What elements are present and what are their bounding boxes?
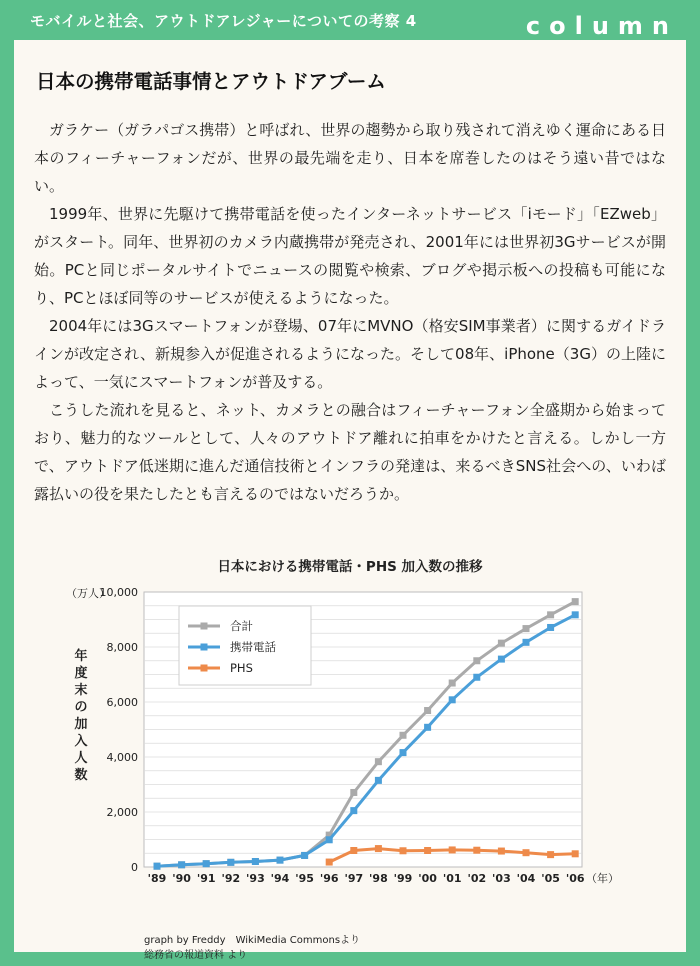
- y-tick-label: 4,000: [106, 751, 138, 764]
- x-tick-label: '91: [196, 872, 216, 885]
- data-point: [424, 724, 431, 731]
- x-tick-label: '96: [319, 872, 339, 885]
- y-axis-title-char: 入: [74, 734, 88, 749]
- data-point: [400, 732, 407, 739]
- data-point: [572, 598, 579, 605]
- legend-label: 携帯電話: [230, 640, 276, 654]
- y-axis-title-char: 年: [74, 649, 88, 664]
- data-point: [350, 789, 357, 796]
- data-point: [203, 860, 210, 867]
- y-axis-title-char: 加: [74, 717, 88, 732]
- y-tick-labels: [100, 586, 139, 874]
- legend-label: PHS: [230, 661, 253, 675]
- header-bar: [0, 0, 700, 40]
- x-tick-label: '99: [393, 872, 413, 885]
- data-point: [350, 807, 357, 814]
- data-point: [449, 696, 456, 703]
- caption-source: 総務省の報道資料 より: [144, 950, 248, 961]
- y-tick-label: 10,000: [99, 586, 138, 599]
- article-body: [34, 116, 666, 508]
- data-point: [547, 624, 554, 631]
- x-tick-label: '04: [516, 872, 536, 885]
- legend-swatch-marker: [201, 644, 208, 651]
- data-point: [277, 857, 284, 864]
- data-point: [498, 848, 505, 855]
- data-point: [473, 657, 480, 664]
- y-axis-title-char: 度: [74, 666, 88, 681]
- x-tick-label: '03: [492, 872, 511, 885]
- data-point: [375, 758, 382, 765]
- caption-credit: graph by Freddy WikiMedia Commonsより: [144, 935, 361, 946]
- line-chart: [14, 550, 686, 950]
- data-point: [375, 777, 382, 784]
- data-point: [326, 859, 333, 866]
- x-unit-label: （年）: [586, 872, 619, 885]
- data-point: [498, 640, 505, 647]
- data-point: [473, 847, 480, 854]
- article-title: 日本の携帯電話事情とアウトドアブーム: [36, 70, 386, 93]
- y-tick-label: 2,000: [106, 806, 138, 819]
- x-tick-label: '90: [172, 872, 191, 885]
- paragraph: 2004年には3Gスマートフォンが登場、07年にMVNO（格安SIM事業者）に関するガイドラインが改定され、新規参入が促進されるようになった。そして08年、iPhone（3G）の上陸によって、一気にスマートフォンが普及する。: [34, 317, 666, 391]
- data-point: [498, 656, 505, 663]
- x-tick-label: '95: [295, 872, 314, 885]
- y-axis-title: [74, 648, 87, 783]
- data-point: [547, 611, 554, 618]
- x-tick-label: '94: [270, 872, 290, 885]
- y-axis-title-char: 人: [74, 751, 88, 766]
- y-tick-label: 0: [131, 861, 138, 874]
- data-point: [154, 863, 161, 870]
- y-tick-label: 6,000: [106, 696, 138, 709]
- y-axis-title-char: 数: [74, 768, 88, 783]
- data-point: [572, 611, 579, 618]
- data-point: [375, 845, 382, 852]
- data-point: [523, 849, 530, 856]
- data-point: [473, 674, 480, 681]
- article-panel: [14, 40, 686, 961]
- data-point: [424, 847, 431, 854]
- x-tick-label: '06: [565, 872, 585, 885]
- data-point: [523, 639, 530, 646]
- data-point: [424, 707, 431, 714]
- data-point: [449, 846, 456, 853]
- x-tick-label: '98: [369, 872, 388, 885]
- x-tick-label: '97: [344, 872, 364, 885]
- data-point: [449, 680, 456, 687]
- data-point: [523, 625, 530, 632]
- y-unit-label: （万人）: [66, 587, 110, 600]
- legend-label: 合計: [230, 619, 253, 633]
- x-tick-label: '92: [221, 872, 241, 885]
- data-point: [547, 851, 554, 858]
- legend-swatch-marker: [201, 665, 208, 672]
- chart-container: [14, 550, 686, 950]
- data-point: [350, 847, 357, 854]
- x-tick-label: '02: [467, 872, 487, 885]
- data-point: [301, 852, 308, 859]
- data-point: [326, 836, 333, 843]
- data-point: [572, 850, 579, 857]
- data-point: [178, 861, 185, 868]
- column-label: column: [525, 12, 678, 40]
- y-axis-title-char: 末: [74, 683, 88, 698]
- data-point: [227, 859, 234, 866]
- data-point: [400, 749, 407, 756]
- x-tick-label: '01: [442, 872, 462, 885]
- chart-caption: [144, 933, 360, 963]
- y-tick-label: 8,000: [106, 641, 138, 654]
- x-tick-labels: [148, 872, 585, 885]
- y-axis-title-char: の: [74, 700, 88, 715]
- series-title: モバイルと社会、アウトドアレジャーについての考察 4: [30, 12, 417, 30]
- data-point: [252, 858, 259, 865]
- x-tick-label: '00: [418, 872, 437, 885]
- paragraph: ガラケー（ガラパゴス携帯）と呼ばれ、世界の趨勢から取り残されて消えゆく運命にある日本のフィーチャーフォンだが、世界の最先端を走り、日本を席巻したのはそう遠い昔ではない。: [34, 121, 666, 195]
- x-tick-label: '93: [246, 872, 265, 885]
- x-tick-label: '05: [541, 872, 560, 885]
- x-tick-label: '89: [147, 872, 167, 885]
- paragraph: こうした流れを見ると、ネット、カメラとの融合はフィーチャーフォン全盛期から始まっており、魅力的なツールとして、人々のアウトドア離れに拍車をかけたと言える。しかし一方で、アウトドア低迷期に進んだ通信技術とインフラの発達は、来るべきSNS社会への、いわば露払いの役を果たしたとも言えるのではないだろうか。: [34, 401, 666, 503]
- legend: [179, 606, 311, 685]
- paragraph: 1999年、世界に先駆けて携帯電話を使ったインターネットサービス「iモード」「EZweb」がスタート。同年、世界初のカメラ内蔵携帯が発売され、2001年には世界初3Gサービスが開始。PCと同じポータルサイトでニュースの閲覧や検索、ブログや掲示板への投稿も可能になり、PCとほぼ同等のサービスが使えるようになった。: [34, 205, 666, 307]
- chart-title: 日本における携帯電話・PHS 加入数の推移: [217, 559, 483, 575]
- legend-swatch-marker: [201, 623, 208, 630]
- data-point: [400, 847, 407, 854]
